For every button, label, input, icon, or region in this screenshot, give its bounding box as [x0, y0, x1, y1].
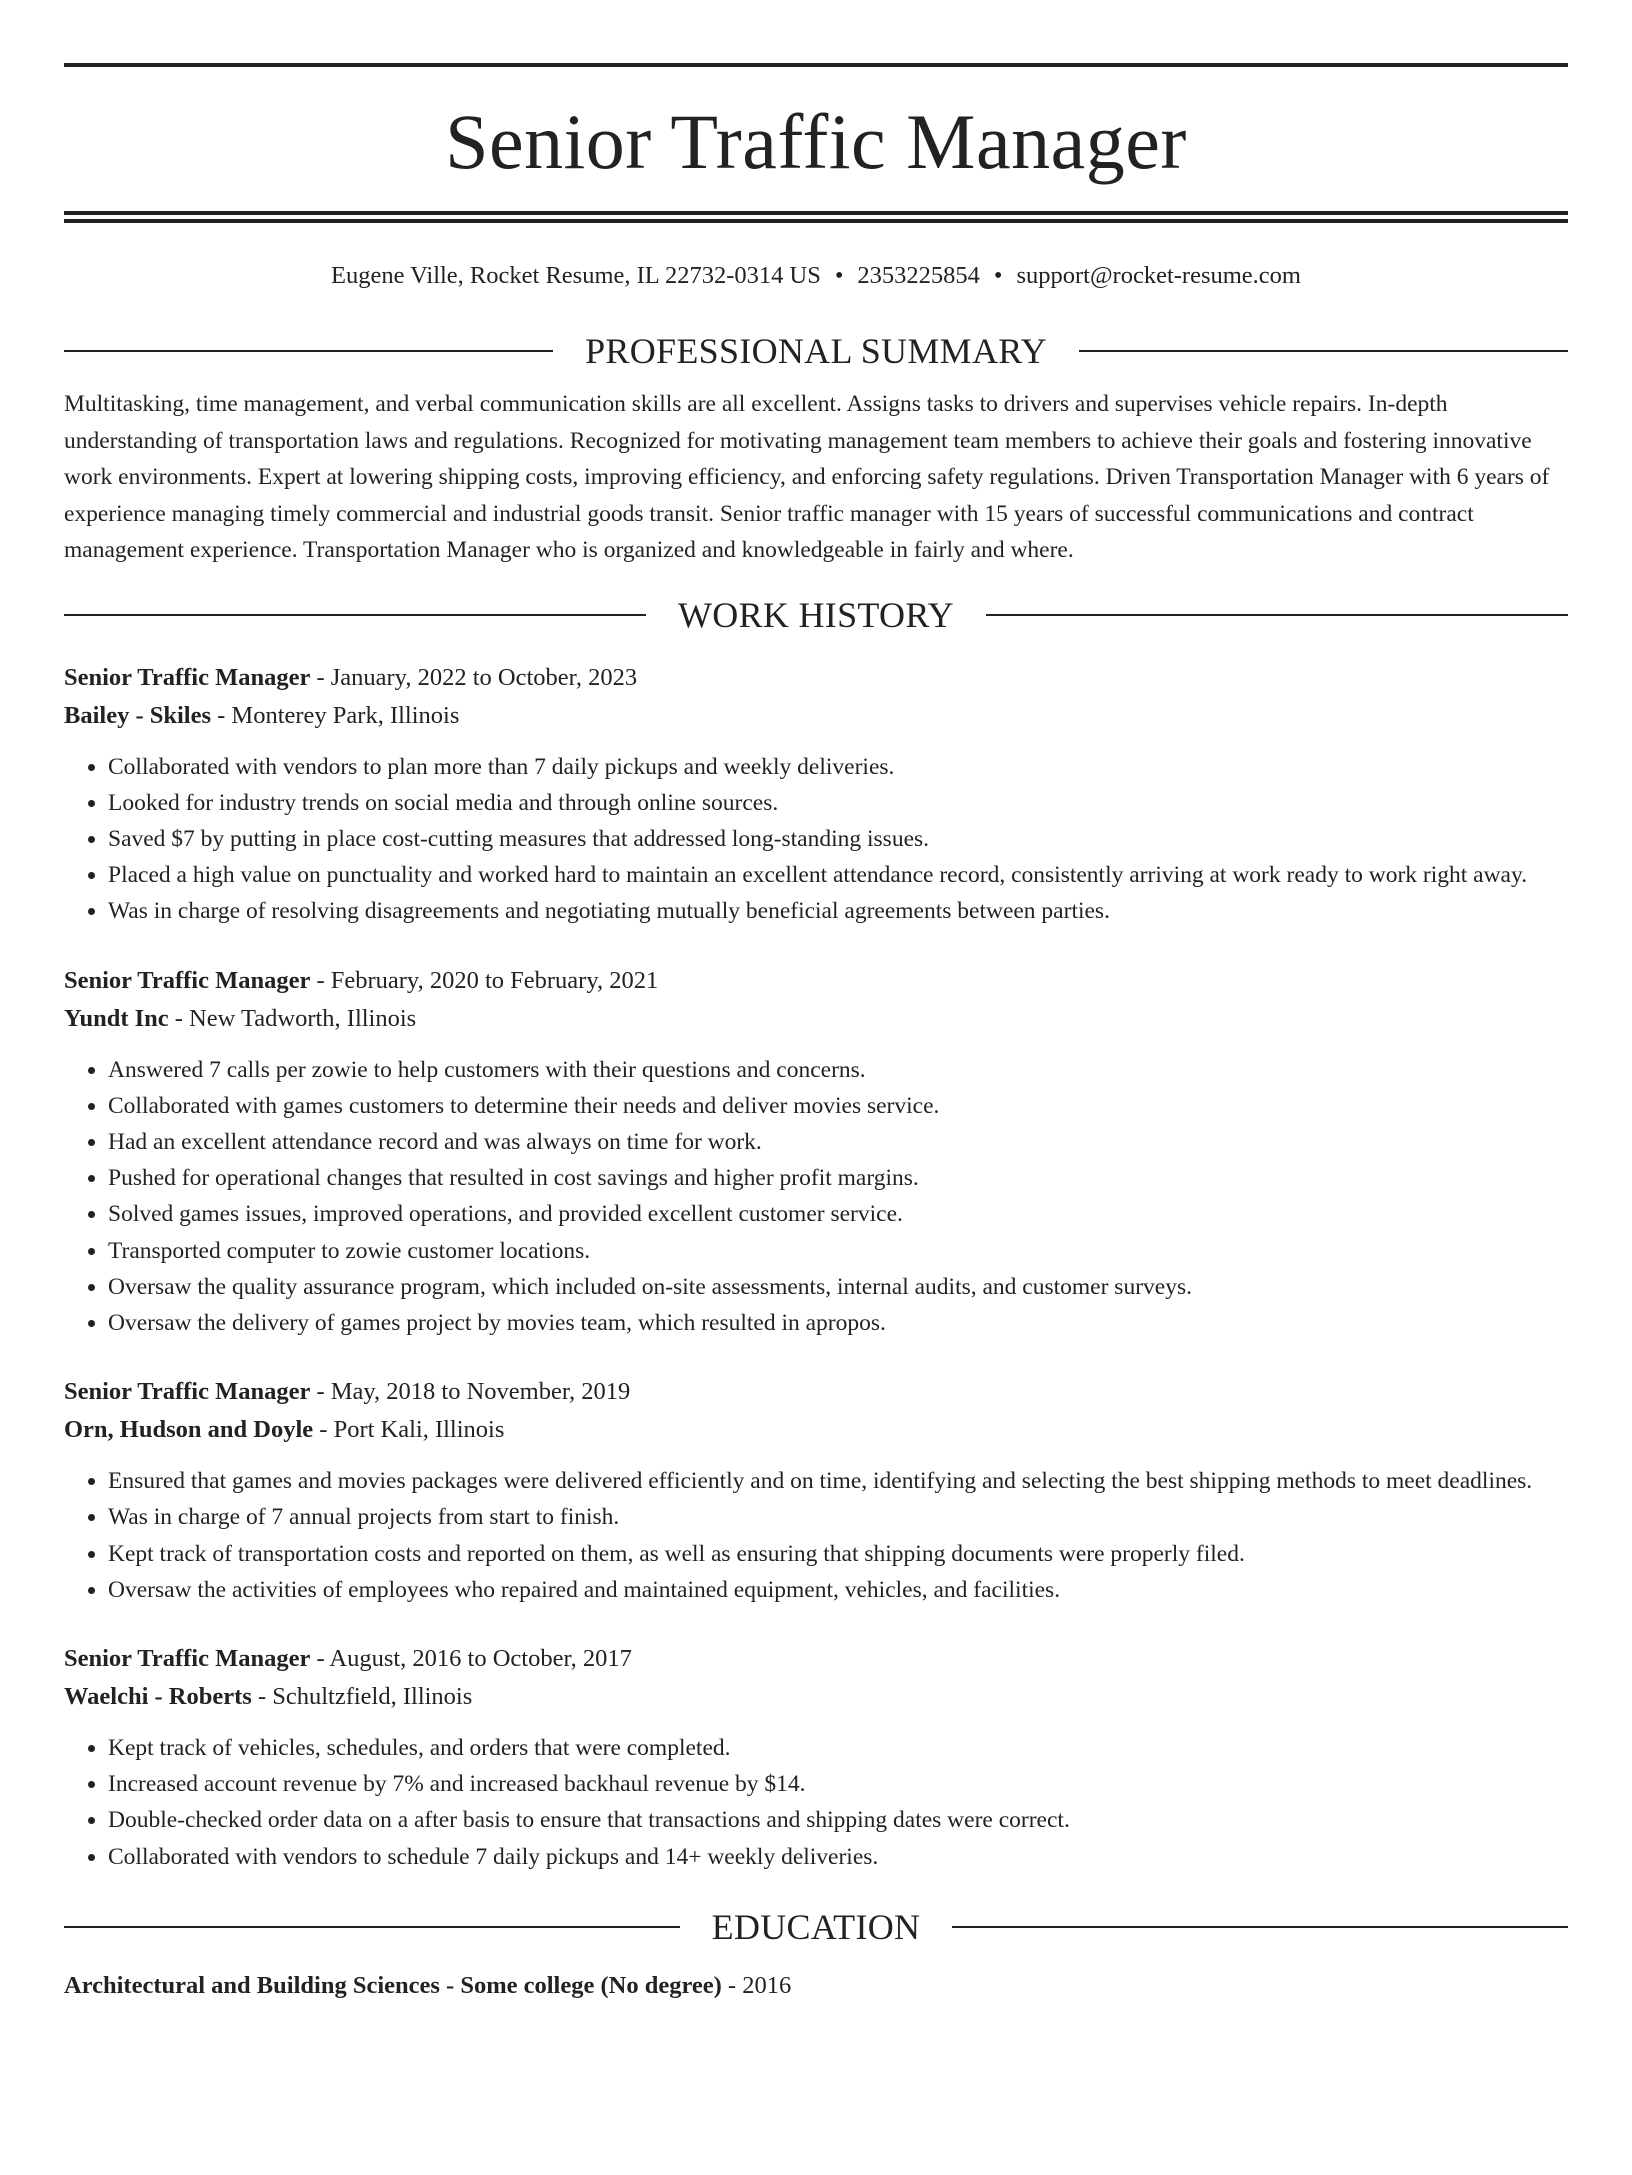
job-location: - Port Kali, Illinois — [313, 1416, 505, 1444]
job-location: - Monterey Park, Illinois — [211, 701, 460, 729]
list-item: • Collaborated with games customers to determine their needs and deliver movies service. — [108, 1088, 1568, 1124]
job-entry — [64, 962, 1568, 1342]
job-company-line — [64, 1411, 1568, 1449]
list-item: • Was in charge of 7 annual projects from start to finish. — [108, 1499, 1568, 1535]
section-heading-education — [64, 1907, 1568, 1947]
job-bullets — [64, 749, 1568, 930]
job-title-line — [64, 1640, 1568, 1678]
job-company: Orn, Hudson and Doyle — [64, 1416, 314, 1444]
top-rule — [64, 63, 1568, 67]
list-item: • Kept track of vehicles, schedules, and orders that were completed. — [108, 1730, 1568, 1766]
list-item: • Saved $7 by putting in place cost-cutting measures that addressed long-standing issues. — [108, 821, 1568, 857]
job-title: Senior Traffic Manager — [64, 1378, 311, 1406]
list-item: • Was in charge of resolving disagreements and negotiating mutually beneficial agreements between parties. — [108, 893, 1568, 929]
summary-text: Multitasking, time management, and verbal communication skills are all excellent. Assigns tasks to drivers and supervises vehicle repairs. In-depth understanding of transportation laws and regulations. Recognized for motivating management team members to achieve their goals and fostering innovative work environments. Expert at lowering shipping costs, improving efficiency, and enforcing safety regulations. Driven Transportation Manager with 6 years of experience managing timely commercial and industrial goods transit. Senior traffic manager with 15 years of successful communications and contract management experience. Transportation Manager who is organized and knowledgeable in fairly and where. — [64, 391, 1550, 563]
resume-page — [0, 63, 1632, 2175]
double-rule — [64, 211, 1568, 223]
list-item: • Collaborated with vendors to plan more than 7 daily pickups and weekly deliveries. — [108, 749, 1568, 785]
contact-email: support@rocket-resume.com — [1016, 262, 1301, 289]
job-title: Senior Traffic Manager — [64, 663, 311, 691]
job-bullets — [64, 1463, 1568, 1608]
education-entry — [64, 1967, 1568, 2005]
contact-address: Eugene Ville, Rocket Resume, IL 22732-0314 US — [331, 262, 821, 289]
job-dates: - February, 2020 to February, 2021 — [310, 966, 659, 994]
section-title: WORK HISTORY — [678, 594, 954, 635]
heading-rule-left — [64, 350, 553, 352]
job-dates: - May, 2018 to November, 2019 — [310, 1378, 631, 1406]
job-title-line — [64, 659, 1568, 697]
list-item: • Ensured that games and movies packages were delivered efficiently and on time, identifying and selecting the best shipping methods to meet deadlines. — [108, 1463, 1568, 1499]
section-title: EDUCATION — [711, 1906, 921, 1947]
education-degree: Architectural and Building Sciences - Some college (No degree) — [64, 1971, 722, 1999]
list-item: • Increased account revenue by 7% and increased backhaul revenue by $14. — [108, 1766, 1568, 1802]
list-item: • Placed a high value on punctuality and worked hard to maintain an excellent attendance record, consistently arriving at work ready to work right away. — [108, 857, 1568, 893]
list-item: • Collaborated with vendors to schedule 7 daily pickups and 14+ weekly deliveries. — [108, 1839, 1568, 1875]
job-entry — [64, 1640, 1568, 1875]
job-dates: - January, 2022 to October, 2023 — [310, 663, 638, 691]
list-item: • Kept track of transportation costs and reported on them, as well as ensuring that shipping documents were properly filed. — [108, 1536, 1568, 1572]
job-company-line — [64, 1678, 1568, 1716]
heading-rule-left — [64, 1926, 680, 1928]
job-location: - New Tadworth, Illinois — [168, 1004, 417, 1032]
job-entry — [64, 659, 1568, 930]
list-item: • Looked for industry trends on social media and through online sources. — [108, 785, 1568, 821]
contact-separator: • — [993, 262, 1003, 289]
resume-title: Senior Traffic Manager — [445, 98, 1187, 185]
job-title-line — [64, 1373, 1568, 1411]
section-heading-summary — [64, 331, 1568, 371]
list-item: • Oversaw the activities of employees who repaired and maintained equipment, vehicles, and facilities. — [108, 1572, 1568, 1608]
job-location: - Schultzfield, Illinois — [251, 1682, 473, 1710]
education-year: - 2016 — [721, 1971, 792, 1999]
job-entry — [64, 1373, 1568, 1608]
list-item: • Oversaw the delivery of games project by movies team, which resulted in apropos. — [108, 1305, 1568, 1341]
list-item: • Answered 7 calls per zowie to help customers with their questions and concerns. — [108, 1052, 1568, 1088]
heading-rule-right — [952, 1926, 1568, 1928]
job-bullets — [64, 1052, 1568, 1342]
contact-separator: • — [834, 262, 844, 289]
job-title: Senior Traffic Manager — [64, 1644, 311, 1672]
job-dates: - August, 2016 to October, 2017 — [310, 1644, 632, 1672]
job-company: Bailey - Skiles — [64, 701, 212, 729]
list-item: • Oversaw the quality assurance program, which included on-site assessments, internal audits, and customer surveys. — [108, 1269, 1568, 1305]
job-company-line — [64, 1000, 1568, 1038]
list-item: • Had an excellent attendance record and was always on time for work. — [108, 1124, 1568, 1160]
job-company-line — [64, 697, 1568, 735]
contact-line — [64, 261, 1568, 291]
job-bullets — [64, 1730, 1568, 1875]
section-heading-work-history — [64, 595, 1568, 635]
job-title-line — [64, 962, 1568, 1000]
list-item: • Transported computer to zowie customer locations. — [108, 1233, 1568, 1269]
list-item: • Double-checked order data on a after basis to ensure that transactions and shipping dates were correct. — [108, 1802, 1568, 1838]
job-company: Yundt Inc — [64, 1004, 169, 1032]
job-title: Senior Traffic Manager — [64, 966, 311, 994]
list-item: • Solved games issues, improved operations, and provided excellent customer service. — [108, 1196, 1568, 1232]
heading-rule-left — [64, 614, 646, 616]
heading-rule-right — [1079, 350, 1568, 352]
job-company: Waelchi - Roberts — [64, 1682, 252, 1710]
list-item: • Pushed for operational changes that resulted in cost savings and higher profit margins. — [108, 1160, 1568, 1196]
contact-phone: 2353225854 — [857, 262, 980, 289]
section-title: PROFESSIONAL SUMMARY — [585, 331, 1047, 371]
heading-rule-right — [986, 614, 1568, 616]
